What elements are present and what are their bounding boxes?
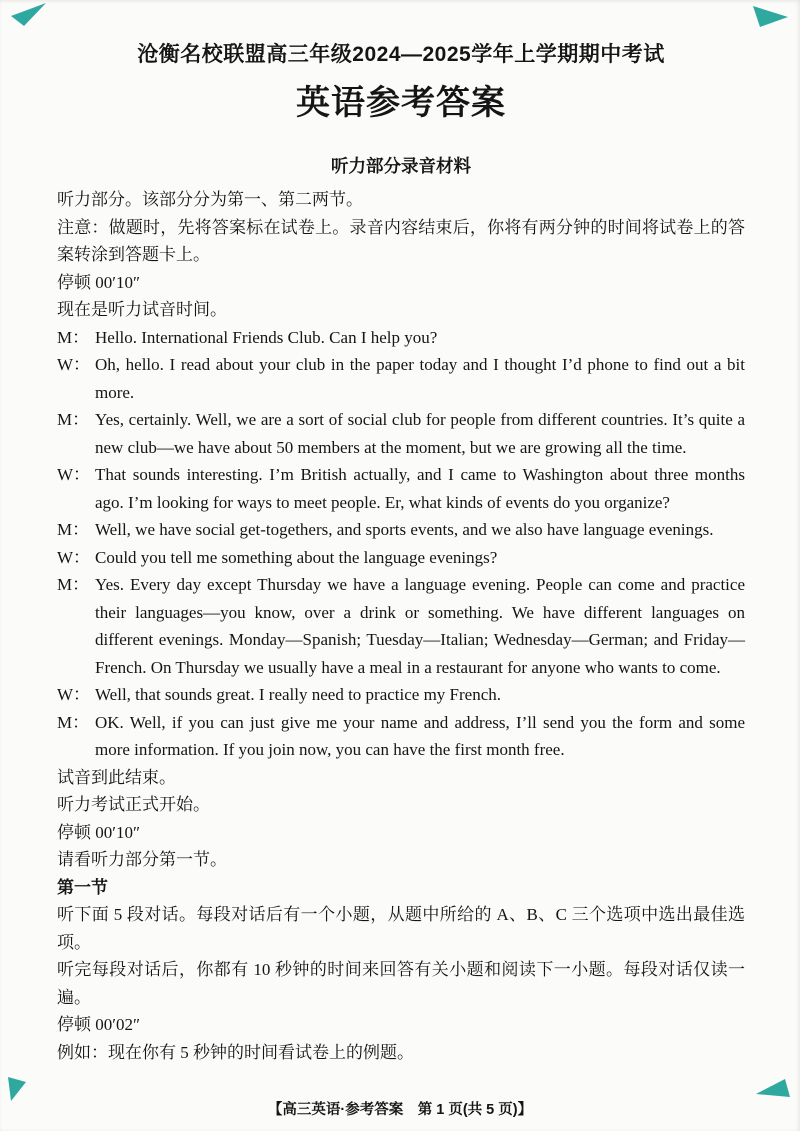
text-line: 试音到此结束。 <box>57 767 176 787</box>
dialogue-line: M： Yes. Every day except Thursday we have a language evening. People can come and practice their languages—you know, over a drink or something. We have different languages on different evenings. Monday—Spanish; Tuesday—Italian; Wednesday—German; and Friday—French. On Thursday we usually have a meal in a restaurant for anyone who wants to come. <box>57 571 745 681</box>
speaker-label: W： <box>57 547 91 567</box>
dialogue-line: W： Could you tell me something about the language evenings? <box>57 544 745 572</box>
text-line: 停顿 00′10″ <box>57 272 141 292</box>
speaker-label: M： <box>57 712 90 732</box>
text-line: 听力部分。该部分分为第一、第二两节。 <box>57 190 363 209</box>
page-footer: 【高三英语·参考答案 第 1 页(共 5 页)】 <box>267 1102 533 1118</box>
speaker-label: W： <box>57 465 91 484</box>
speaker-label: M： <box>57 520 90 539</box>
text-line: 听力考试正式开始。 <box>57 795 210 814</box>
dialogue-line: M： Yes, certainly. Well, we are a sort of social club for people from different countries. It’s quite a new club—we have about 50 members at the moment, but we are growing all the time. <box>57 406 745 461</box>
text-line: 注意：做题时，先将答案标在试卷上。录音内容结束后，你将有两分钟的时间将试卷上的答案转涂到答题卡上。 <box>57 217 745 264</box>
dialogue-line: M： Hello. International Friends Club. Can I help you? <box>57 324 745 352</box>
text-line: 停顿 00′02″ <box>57 1015 141 1034</box>
corner-registration-mark-icon <box>750 5 790 31</box>
corner-registration-mark-icon <box>10 2 50 28</box>
page-content <box>57 40 745 1066</box>
text-line: 例如：现在你有 5 秒钟的时间看试卷上的例题。 <box>57 1042 414 1062</box>
text-line: 停顿 00′10″ <box>57 822 141 842</box>
text-line: 请看听力部分第一节。 <box>57 850 227 869</box>
section-heading: 听力部分录音材料 <box>331 156 471 176</box>
dialogue-line: W： Well, that sounds great. I really need to practice my French. <box>57 681 745 709</box>
text-line: 第一节 <box>57 877 108 897</box>
text-line: 听下面 5 段对话。每段对话后有一个小题，从题中所给的 A、B、C 三个选项中选出最佳选项。 <box>57 905 745 952</box>
dialogue-line: M： OK. Well, if you can just give me your name and address, I’ll send you the form and some more information. If you join now, you can have the first month free. <box>57 709 745 764</box>
dialogue-line: W： That sounds interesting. I’m British actually, and I came to Washington about three months ago. I’m looking for ways to meet people. Er, what kinds of events do you organize? <box>57 461 745 516</box>
text-line: 现在是听力试音时间。 <box>57 300 227 319</box>
speaker-label: W： <box>57 685 91 704</box>
speaker-label: M： <box>57 575 90 594</box>
speaker-label: M： <box>57 327 90 347</box>
speaker-label: W： <box>57 355 91 374</box>
transcript <box>57 186 745 1066</box>
answer-key-title: 英语参考答案 <box>296 84 506 122</box>
exam-title: 沧衡名校联盟高三年级2024—2025学年上学期期中考试 <box>137 43 665 66</box>
dialogue-line: M： Well, we have social get-togethers, and sports events, and we also have language evenings. <box>57 516 745 544</box>
text-line: 听完每段对话后，你都有 10 秒钟的时间来回答有关小题和阅读下一小题。每段对话仅读一遍。 <box>57 960 745 1007</box>
dialogue-line: W： Oh, hello. I read about your club in the paper today and I thought I’d phone to find out a bit more. <box>57 351 745 406</box>
speaker-label: M： <box>57 410 90 429</box>
